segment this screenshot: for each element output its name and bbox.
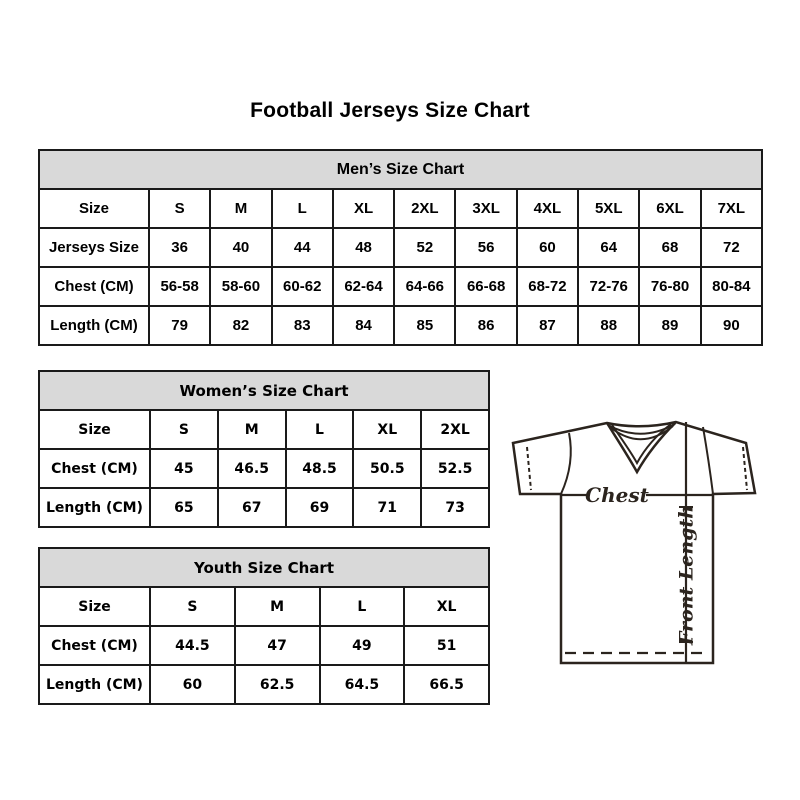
value-cell: 2XL (394, 189, 455, 228)
table-row (39, 449, 489, 488)
value-cell: 40 (210, 228, 271, 267)
row-label-cell: Chest (CM) (39, 267, 149, 306)
value-cell: 88 (578, 306, 639, 345)
value-cell: 83 (272, 306, 333, 345)
row-label-cell: Chest (CM) (39, 449, 150, 488)
size-table (38, 547, 490, 705)
youth-size-table (38, 547, 490, 705)
value-cell: 66.5 (404, 665, 489, 704)
table-row (39, 626, 489, 665)
row-label-cell: Length (CM) (39, 488, 150, 527)
value-cell: 49 (320, 626, 405, 665)
table-row (39, 306, 762, 345)
value-cell: XL (333, 189, 394, 228)
value-cell: 82 (210, 306, 271, 345)
value-cell: 52.5 (421, 449, 489, 488)
table-row (39, 228, 762, 267)
value-cell: 86 (455, 306, 516, 345)
value-cell: 4XL (517, 189, 578, 228)
table-row (39, 410, 489, 449)
value-cell: 36 (149, 228, 210, 267)
table-header-row (39, 371, 489, 410)
value-cell: 64.5 (320, 665, 405, 704)
value-cell: L (272, 189, 333, 228)
row-label-cell: Length (CM) (39, 665, 150, 704)
left-cuff-stitch (527, 447, 531, 490)
value-cell: 64 (578, 228, 639, 267)
value-cell: 48 (333, 228, 394, 267)
womens-size-table (38, 370, 490, 528)
value-cell: 79 (149, 306, 210, 345)
right-armhole-seam (703, 427, 713, 494)
table-title: Men’s Size Chart (39, 150, 762, 189)
value-cell: 67 (218, 488, 286, 527)
value-cell: M (218, 410, 286, 449)
table-title: Women’s Size Chart (39, 371, 489, 410)
table-header-row (39, 150, 762, 189)
value-cell: 46.5 (218, 449, 286, 488)
value-cell: 50.5 (353, 449, 421, 488)
table-row (39, 488, 489, 527)
table-row (39, 587, 489, 626)
value-cell: L (286, 410, 354, 449)
value-cell: 52 (394, 228, 455, 267)
value-cell: 60-62 (272, 267, 333, 306)
value-cell: 58-60 (210, 267, 271, 306)
table-title: Youth Size Chart (39, 548, 489, 587)
value-cell: S (150, 410, 218, 449)
table-row (39, 267, 762, 306)
value-cell: 87 (517, 306, 578, 345)
size-table (38, 149, 763, 346)
right-cuff-stitch (743, 447, 747, 490)
value-cell: S (150, 587, 235, 626)
size-table (38, 370, 490, 528)
value-cell: 65 (150, 488, 218, 527)
row-label-cell: Length (CM) (39, 306, 149, 345)
value-cell: 44 (272, 228, 333, 267)
value-cell: 47 (235, 626, 320, 665)
table-header-row (39, 548, 489, 587)
value-cell: 62-64 (333, 267, 394, 306)
value-cell: 44.5 (150, 626, 235, 665)
value-cell: 56 (455, 228, 516, 267)
value-cell: 68-72 (517, 267, 578, 306)
value-cell: L (320, 587, 405, 626)
value-cell: 84 (333, 306, 394, 345)
value-cell: 90 (701, 306, 762, 345)
table-row (39, 189, 762, 228)
value-cell: 2XL (421, 410, 489, 449)
value-cell: 71 (353, 488, 421, 527)
mens-size-table (38, 149, 763, 346)
value-cell: M (210, 189, 271, 228)
value-cell: 72-76 (578, 267, 639, 306)
row-label-cell: Size (39, 410, 150, 449)
value-cell: M (235, 587, 320, 626)
value-cell: 66-68 (455, 267, 516, 306)
value-cell: XL (353, 410, 421, 449)
value-cell: 45 (150, 449, 218, 488)
value-cell: 89 (639, 306, 700, 345)
row-label-cell: Size (39, 189, 149, 228)
value-cell: 51 (404, 626, 489, 665)
value-cell: XL (404, 587, 489, 626)
value-cell: 73 (421, 488, 489, 527)
value-cell: 72 (701, 228, 762, 267)
left-armhole-seam (561, 433, 571, 494)
value-cell: 6XL (639, 189, 700, 228)
value-cell: S (149, 189, 210, 228)
chest-label: Chest (585, 483, 649, 507)
value-cell: 48.5 (286, 449, 354, 488)
value-cell: 60 (150, 665, 235, 704)
jersey-measurement-diagram (495, 405, 765, 675)
value-cell: 3XL (455, 189, 516, 228)
value-cell: 68 (639, 228, 700, 267)
value-cell: 62.5 (235, 665, 320, 704)
value-cell: 60 (517, 228, 578, 267)
row-label-cell: Jerseys Size (39, 228, 149, 267)
value-cell: 5XL (578, 189, 639, 228)
table-row (39, 665, 489, 704)
value-cell: 56-58 (149, 267, 210, 306)
value-cell: 69 (286, 488, 354, 527)
front-length-label: Front Length (675, 504, 698, 646)
row-label-cell: Size (39, 587, 150, 626)
value-cell: 7XL (701, 189, 762, 228)
page-title: Football Jerseys Size Chart (250, 99, 530, 122)
value-cell: 80-84 (701, 267, 762, 306)
row-label-cell: Chest (CM) (39, 626, 150, 665)
value-cell: 76-80 (639, 267, 700, 306)
value-cell: 85 (394, 306, 455, 345)
value-cell: 64-66 (394, 267, 455, 306)
